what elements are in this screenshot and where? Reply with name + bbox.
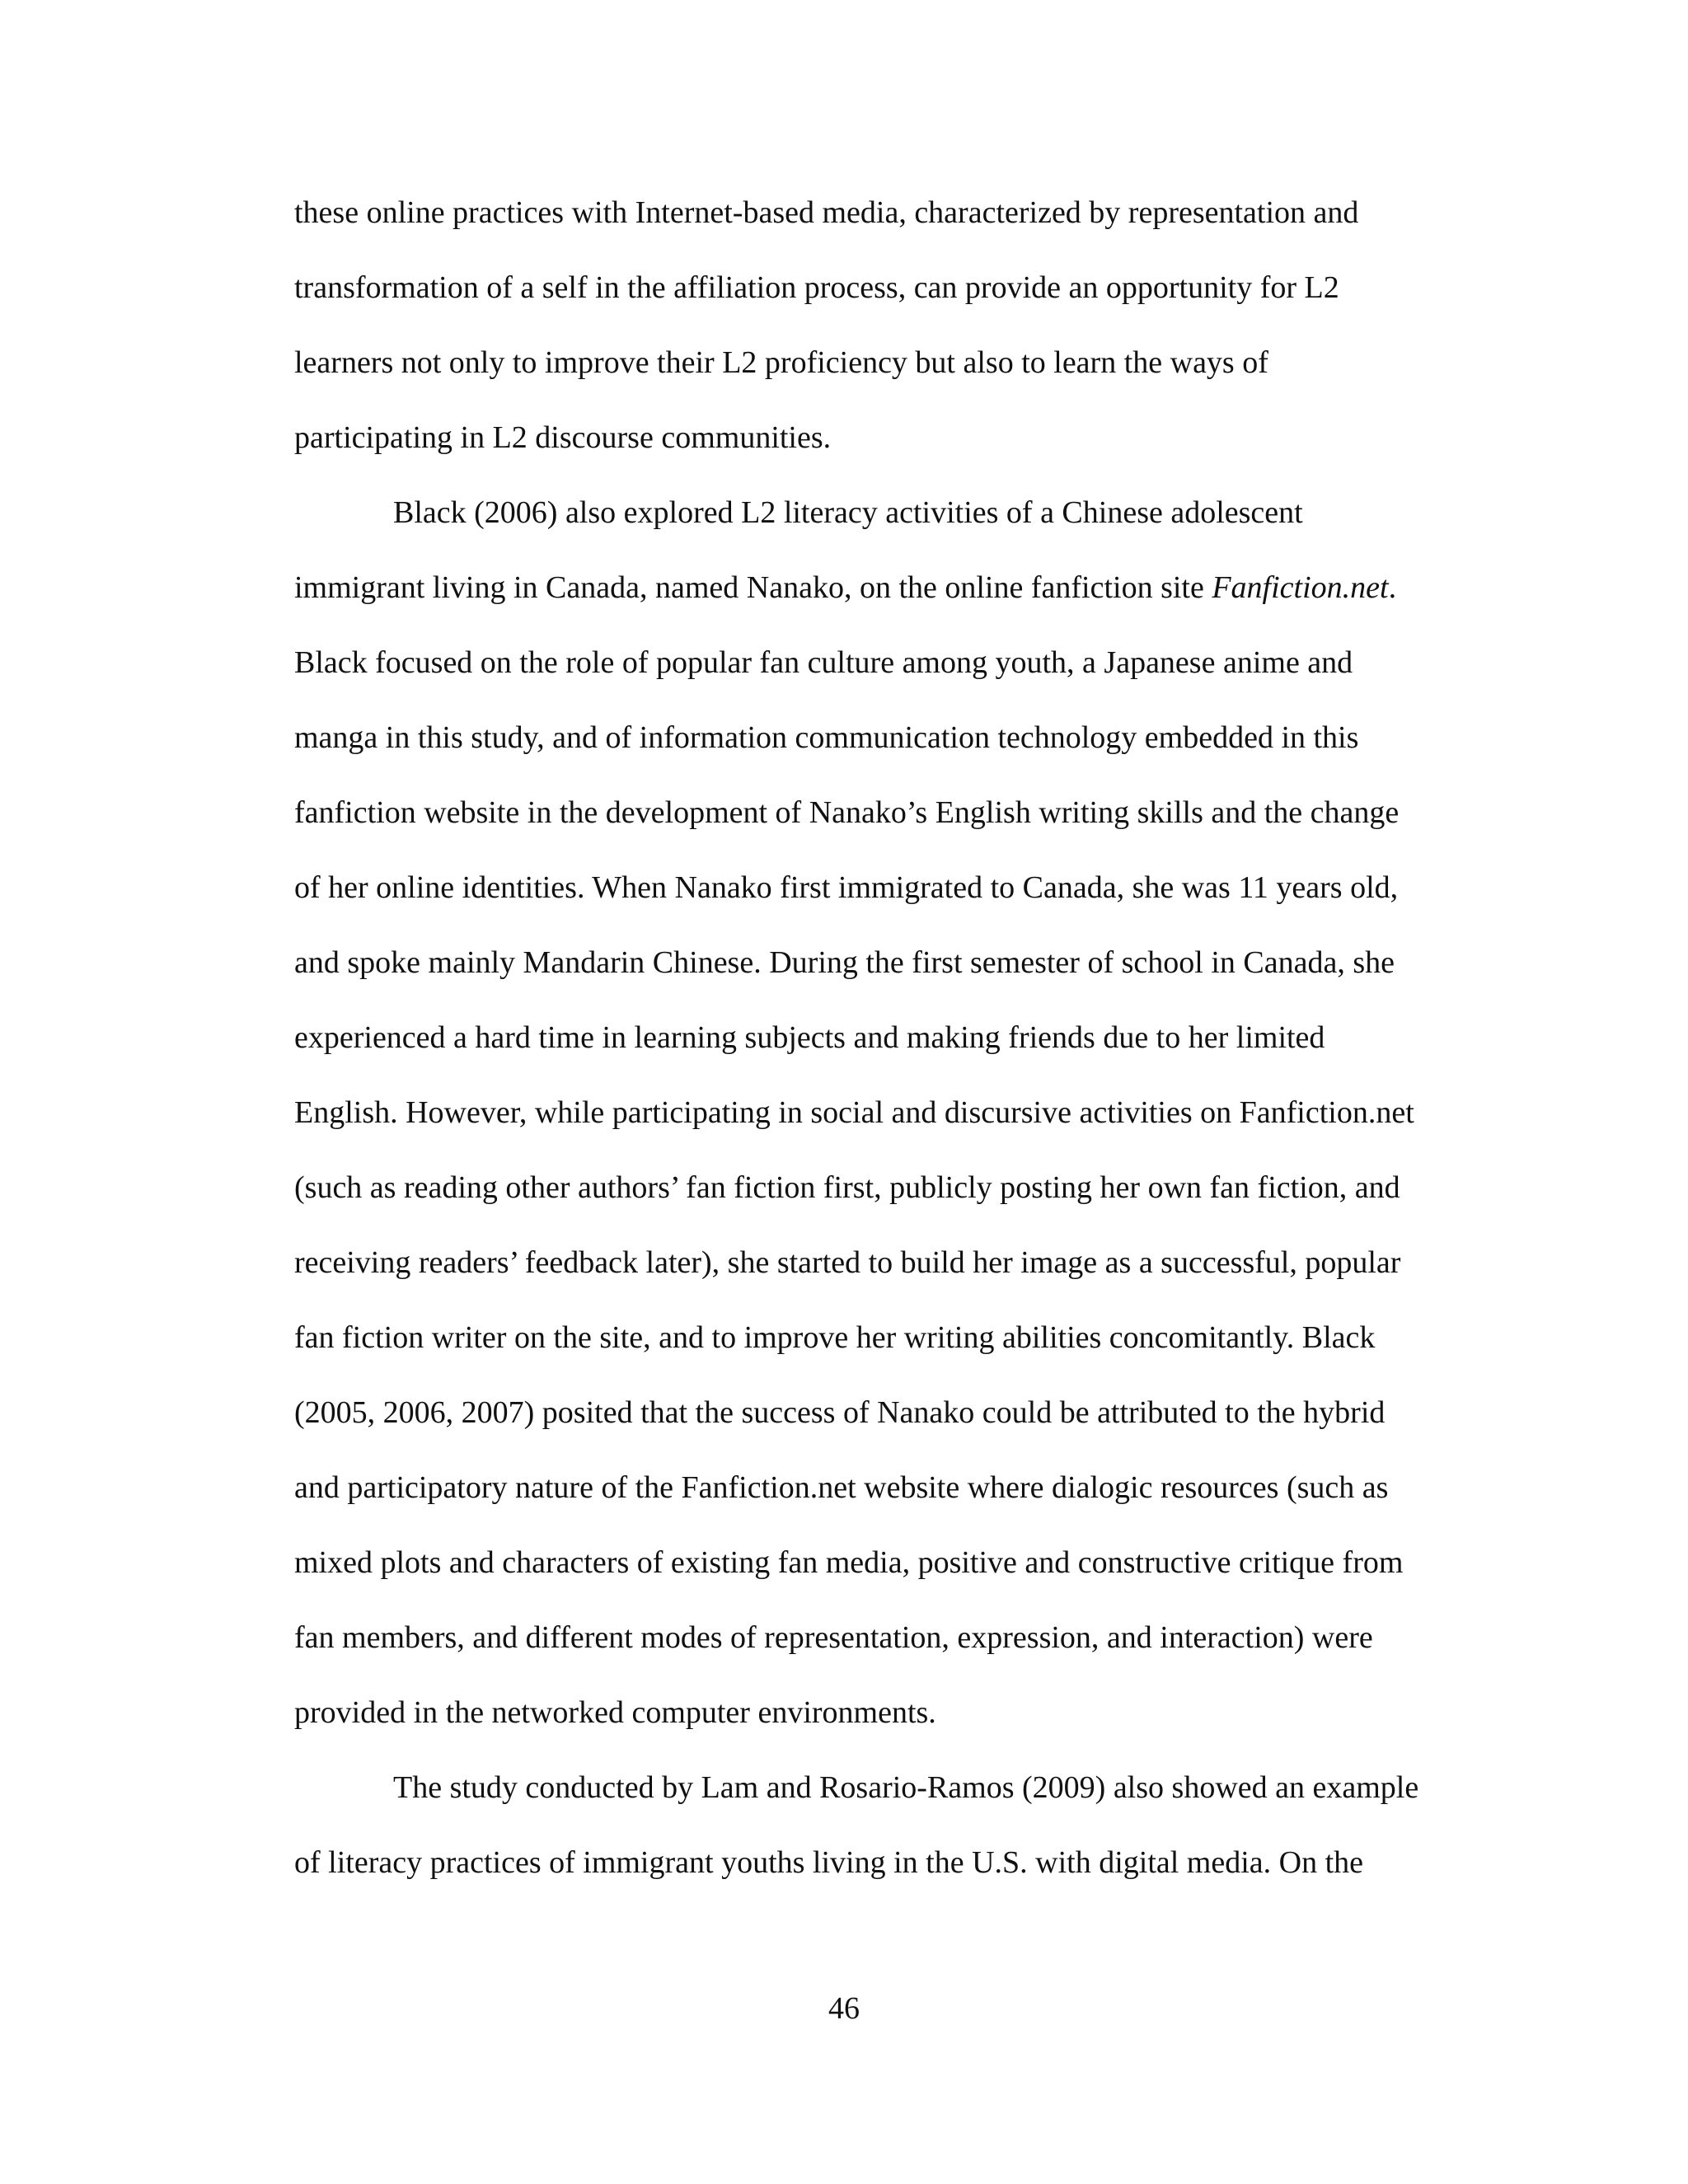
text-line-20: fan members, and different modes of representation, expression, and interaction) were [294,1620,1373,1655]
text-line-19: mixed plots and characters of existing fan media, positive and constructive critique from [294,1545,1404,1580]
text-line-4: participating in L2 discourse communities. [294,420,832,455]
text-line-13: English. However, while participating in social and discursive activities on Fanfiction.net [294,1095,1414,1130]
text-line-8: manga in this study, and of information communication technology embedded in this [294,720,1359,755]
text-line-7: Black focused on the role of popular fan culture among youth, a Japanese anime and [294,645,1353,680]
text-line-2: transformation of a self in the affiliation process, can provide an opportunity for L2 [294,270,1339,305]
text-line-6-main: immigrant living in Canada, named Nanako, on the online fanfiction site [294,570,1212,605]
text-line-6 [294,563,1396,612]
text-line-21: provided in the networked computer environments. [294,1695,936,1730]
paragraph-start-lam-rosario-ramos: The study conducted by Lam and Rosario-Ramos (2009) also showed an example [393,1770,1419,1805]
text-line-12: experienced a hard time in learning subjects and making friends due to her limited [294,1020,1325,1055]
text-line-1: these online practices with Internet-based media, characterized by representation and [294,195,1359,230]
text-line-17: (2005, 2006, 2007) posited that the success of Nanako could be attributed to the hybrid [294,1395,1386,1430]
text-line-23: of literacy practices of immigrant youths living in the U.S. with digital media. On the [294,1845,1364,1880]
text-line-15: receiving readers’ feedback later), she started to build her image as a successful, popular [294,1245,1401,1280]
text-line-14: (such as reading other authors’ fan fiction first, publicly posting her own fan fiction, and [294,1170,1400,1205]
text-line-18: and participatory nature of the Fanfiction.net website where dialogic resources (such as [294,1470,1389,1505]
italic-site-name: Fanfiction.net [1212,570,1389,605]
page-number: 46 [828,1991,860,2026]
paragraph-start-black-2006: Black (2006) also explored L2 literacy activities of a Chinese adolescent [393,495,1303,530]
text-line-10: of her online identities. When Nanako first immigrated to Canada, she was 11 years old, [294,870,1399,905]
text-line-9: fanfiction website in the development of Nanako’s English writing skills and the change [294,795,1400,830]
italic-line-period: . [1388,570,1397,605]
text-line-3: learners not only to improve their L2 proficiency but also to learn the ways of [294,345,1268,380]
text-line-11: and spoke mainly Mandarin Chinese. During the first semester of school in Canada, she [294,945,1395,980]
text-line-16: fan fiction writer on the site, and to improve her writing abilities concomitantly. Black [294,1320,1376,1355]
